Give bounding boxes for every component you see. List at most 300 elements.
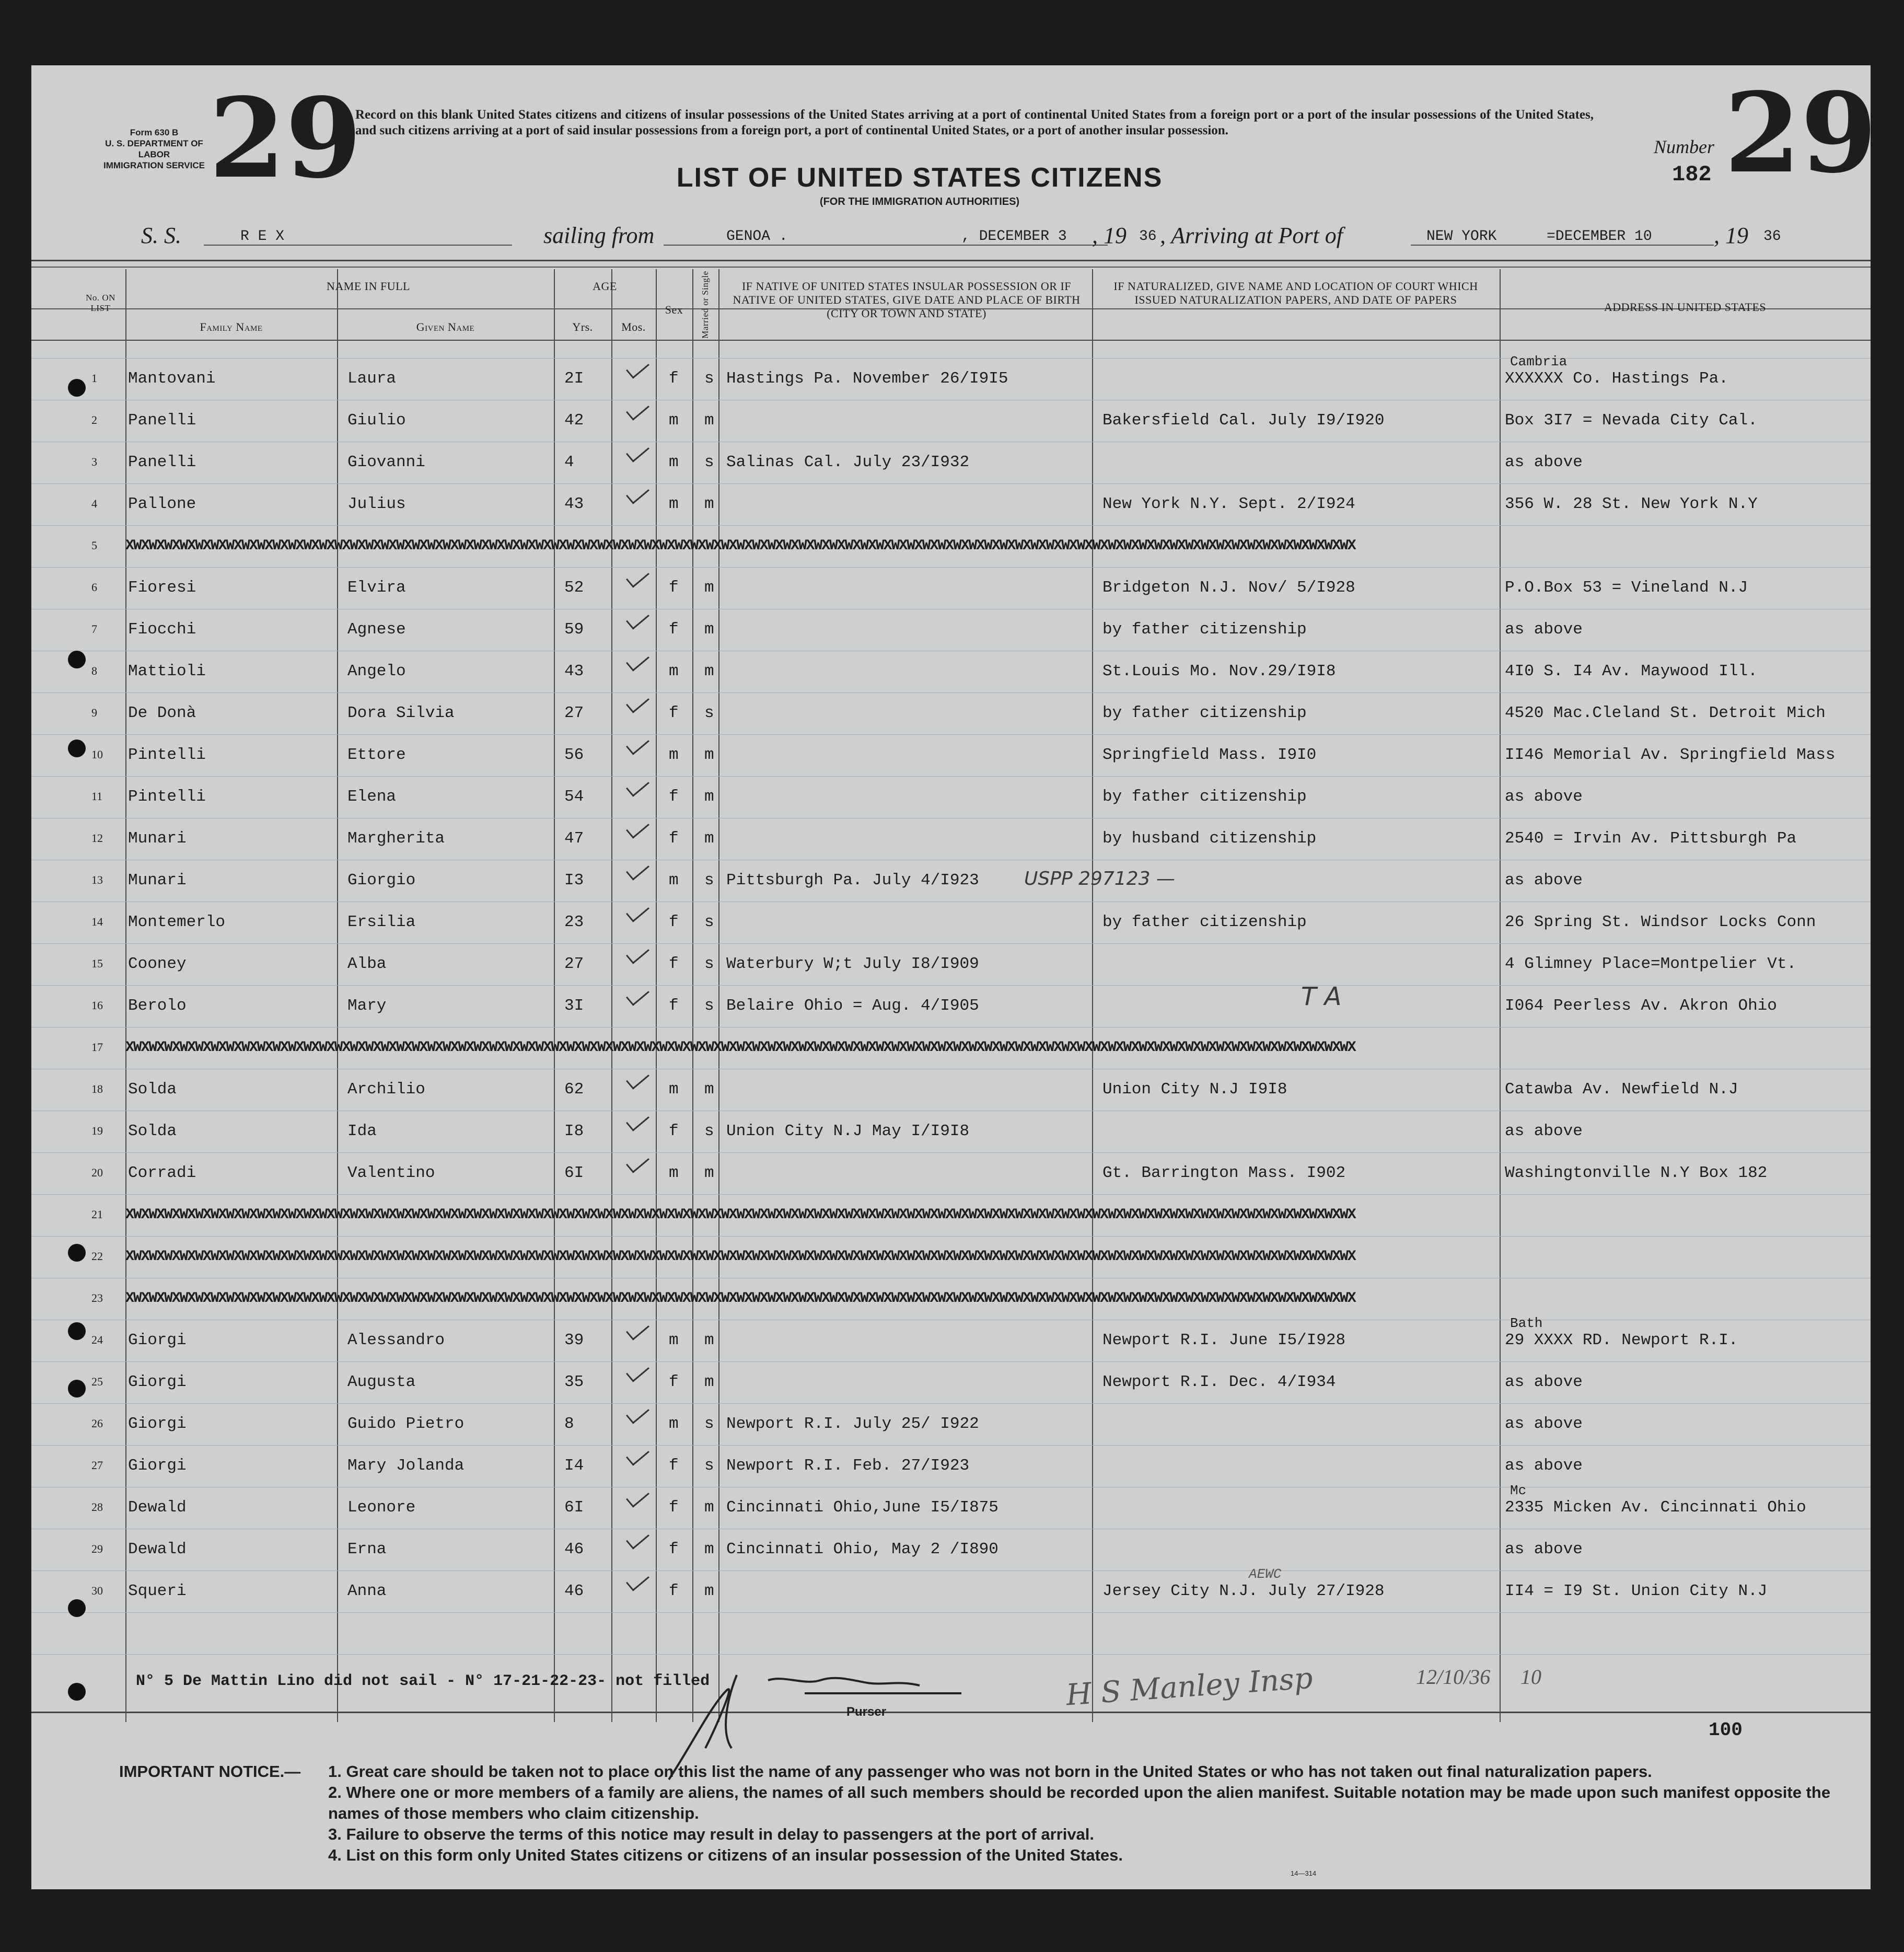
row-number: 25 xyxy=(91,1375,103,1388)
cell-address: 4520 Mac.Cleland St. Detroit Mich xyxy=(1505,704,1826,722)
cell-birth: Salinas Cal. July 23/I932 xyxy=(726,453,970,471)
row-number: 21 xyxy=(91,1208,103,1221)
cell-family: Solda xyxy=(128,1122,177,1140)
cell-age: 59 xyxy=(564,620,584,639)
table-row xyxy=(31,903,1871,944)
cell-given: Margherita xyxy=(347,829,445,848)
check-mark xyxy=(626,565,649,587)
cell-sex: f xyxy=(669,1373,679,1391)
cell-sex: f xyxy=(669,579,679,597)
cell-given: Julius xyxy=(347,495,406,513)
cell-naturalized: Bridgeton N.J. Nov/ 5/I928 xyxy=(1102,579,1355,597)
cell-given: Guido Pietro xyxy=(347,1415,465,1433)
cell-birth: Belaire Ohio = Aug. 4/I905 xyxy=(726,997,979,1015)
sail-year: 36 xyxy=(1139,228,1157,245)
cell-birth: Cincinnati Ohio, May 2 /I890 xyxy=(726,1540,999,1558)
cell-address: 26 Spring St. Windsor Locks Conn xyxy=(1505,913,1816,931)
cell-given: Agnese xyxy=(347,620,406,639)
table-row xyxy=(31,861,1871,903)
header-married-single: Married or Single xyxy=(700,271,710,339)
cell-sex: f xyxy=(669,620,679,639)
cell-age: 23 xyxy=(564,913,584,931)
cell-birth: Newport R.I. Feb. 27/I923 xyxy=(726,1457,970,1475)
cell-address: P.O.Box 53 = Vineland N.J xyxy=(1505,579,1748,597)
cell-ms: s xyxy=(704,704,714,722)
cell-age: 47 xyxy=(564,829,584,848)
notice-item-4: 4. List on this form only United States citizens or citizens of an insular possession of the United States. xyxy=(328,1846,1123,1864)
table-row xyxy=(31,652,1871,694)
cell-address: as above xyxy=(1505,620,1583,639)
cell-ms: m xyxy=(704,495,714,513)
header-mos: Mos. xyxy=(621,320,646,333)
cell-sex: m xyxy=(669,746,679,764)
cell-ms: s xyxy=(704,955,714,973)
row-number: 23 xyxy=(91,1291,103,1304)
cell-ms: m xyxy=(704,1582,714,1600)
struck-row-typed-x: XWXWXWXWXWXWXWXWXWXWXWXWXWXWXWXWXWXWXWXWXWXWXWXWXWXWXWXWXWXWXWXWXWXWXWXWXWXWXWXWXWXWXWXWXWXWXWXWXWXWXWXWXWXWXWXWXWXWXWXWXWXWXWXWXWXWXWXWXWXWXWXWXWXWXWXWXWXWXWX xyxy=(125,1249,1355,1265)
check-mark xyxy=(626,607,649,629)
cell-naturalized: Bakersfield Cal. July I9/I920 xyxy=(1102,411,1385,430)
row-number: 2 xyxy=(91,413,97,426)
cell-ms: s xyxy=(704,997,714,1015)
header-address: ADDRESS IN UNITED STATES xyxy=(1604,301,1767,314)
cell-address: as above xyxy=(1505,1415,1583,1433)
cell-address: II4 = I9 St. Union City N.J xyxy=(1505,1582,1768,1600)
cell-naturalized: Gt. Barrington Mass. I902 xyxy=(1102,1164,1346,1182)
cell-family: Corradi xyxy=(128,1164,196,1182)
cell-ms: m xyxy=(704,829,714,848)
table-row xyxy=(31,777,1871,819)
cell-naturalized: St.Louis Mo. Nov.29/I9I8 xyxy=(1102,662,1336,680)
address-note: Mc xyxy=(1510,1483,1527,1498)
handwritten-note: T A xyxy=(1301,982,1342,1011)
check-mark xyxy=(626,398,649,420)
check-mark xyxy=(626,1151,649,1173)
cell-family: Pintelli xyxy=(128,788,206,806)
row-number: 19 xyxy=(91,1124,103,1137)
header-no-on-list: No. ON LIST xyxy=(86,293,115,313)
cell-age: 56 xyxy=(564,746,584,764)
table-top-border-2 xyxy=(31,267,1871,268)
row-number: 14 xyxy=(91,915,103,928)
cell-address: as above xyxy=(1505,1373,1583,1391)
row-number: 3 xyxy=(91,455,97,468)
cell-address: I064 Peerless Av. Akron Ohio xyxy=(1505,997,1777,1015)
table-row xyxy=(31,610,1871,652)
cell-age: 2I xyxy=(564,369,584,388)
row-number: 9 xyxy=(91,706,97,719)
cell-naturalized: by father citizenship xyxy=(1102,913,1307,931)
header-family-name: Family Name xyxy=(200,320,263,333)
cell-naturalized: Newport R.I. June I5/I928 xyxy=(1102,1331,1346,1349)
cell-given: Giovanni xyxy=(347,453,425,471)
row-number: 7 xyxy=(91,622,97,636)
cell-naturalized: Springfield Mass. I9I0 xyxy=(1102,746,1317,764)
check-mark xyxy=(626,1318,649,1340)
row-number: 1 xyxy=(91,372,97,385)
from-port: GENOA . xyxy=(664,228,972,246)
row-number: 26 xyxy=(91,1417,103,1430)
table-row xyxy=(31,484,1871,526)
cell-family: Panelli xyxy=(128,453,196,471)
cell-given: Alessandro xyxy=(347,1331,445,1349)
stamp-number: 100 xyxy=(1709,1719,1743,1741)
cell-address: as above xyxy=(1505,1540,1583,1558)
cell-age: 43 xyxy=(564,662,584,680)
check-mark xyxy=(626,942,649,964)
number-label: Number xyxy=(1654,136,1714,157)
inspector-time: 10 xyxy=(1520,1665,1541,1689)
cell-naturalized: by father citizenship xyxy=(1102,788,1307,806)
cell-address: 2335 Micken Av. Cincinnati Ohio xyxy=(1505,1498,1806,1517)
cell-naturalized: Newport R.I. Dec. 4/I934 xyxy=(1102,1373,1336,1391)
row-number: 13 xyxy=(91,873,103,886)
cell-given: Giorgio xyxy=(347,871,416,890)
check-mark xyxy=(626,858,649,880)
arrive-year-prefix: , 19 xyxy=(1714,223,1748,248)
table-row xyxy=(31,694,1871,735)
cell-sex: f xyxy=(669,1122,679,1140)
cell-birth: Waterbury W;t July I8/I909 xyxy=(726,955,979,973)
punch-hole xyxy=(68,651,86,668)
table-row xyxy=(31,443,1871,484)
sailing-label: sailing from xyxy=(543,223,655,248)
sail-date: , DECEMBER 3 xyxy=(951,228,1108,246)
table-top-border xyxy=(31,260,1871,261)
notice-item-3: 3. Failure to observe the terms of this notice may result in delay to passengers at the port of arrival. xyxy=(328,1825,1095,1843)
table-row xyxy=(31,526,1871,568)
cell-family: Giorgi xyxy=(128,1415,187,1433)
cell-sex: f xyxy=(669,1498,679,1517)
cell-family: Pintelli xyxy=(128,746,206,764)
name-subheader-line xyxy=(128,308,656,309)
cell-given: Leonore xyxy=(347,1498,416,1517)
punch-hole xyxy=(68,379,86,397)
cell-family: Dewald xyxy=(128,1540,187,1558)
cell-address: Catawba Av. Newfield N.J xyxy=(1505,1080,1738,1099)
table-row xyxy=(31,1446,1871,1488)
purser-label: Purser xyxy=(846,1705,887,1719)
handwritten-note: USPP 297123 — xyxy=(1024,868,1175,890)
arriving-label: , Arriving at Port of xyxy=(1160,223,1343,248)
cell-family: Squeri xyxy=(128,1582,187,1600)
cell-sex: f xyxy=(669,1540,679,1558)
check-mark xyxy=(626,775,649,796)
check-mark xyxy=(626,733,649,755)
table-row xyxy=(31,982,1871,1028)
cell-address: as above xyxy=(1505,788,1583,806)
cell-naturalized: Jersey City N.J. July 27/I928 xyxy=(1102,1582,1385,1600)
cell-naturalized: Union City N.J I9I8 xyxy=(1102,1080,1287,1099)
check-mark xyxy=(626,816,649,838)
cell-ms: m xyxy=(704,1164,714,1182)
cell-ms: s xyxy=(704,1457,714,1475)
cell-address: XXXXXX Co. Hastings Pa. xyxy=(1505,369,1728,388)
table-row xyxy=(31,354,1871,401)
cell-given: Elvira xyxy=(347,579,406,597)
cell-age: 35 xyxy=(564,1373,584,1391)
number-value: 29 xyxy=(1724,68,1877,198)
table-row xyxy=(31,1362,1871,1404)
table-row xyxy=(31,819,1871,861)
cell-ms: m xyxy=(704,1540,714,1558)
table-row xyxy=(31,1279,1871,1321)
row-rule xyxy=(31,358,1871,359)
table-row xyxy=(31,1028,1871,1070)
cell-age: 3I xyxy=(564,997,584,1015)
cell-ms: m xyxy=(704,620,714,639)
cell-family: Giorgi xyxy=(128,1373,187,1391)
cell-address: as above xyxy=(1505,453,1583,471)
cell-given: Mary Jolanda xyxy=(347,1457,465,1475)
inspector-signature: H S Manley Insp xyxy=(1065,1661,1314,1713)
cell-age: I8 xyxy=(564,1122,584,1140)
struck-row-typed-x: XWXWXWXWXWXWXWXWXWXWXWXWXWXWXWXWXWXWXWXWXWXWXWXWXWXWXWXWXWXWXWXWXWXWXWXWXWXWXWXWXWXWXWXWXWXWXWXWXWXWXWXWXWXWXWXWXWXWXWXWXWXWXWXWXWXWXWXWXWXWXWXWXWXWXWXWXWXWXWX xyxy=(125,1207,1355,1223)
cell-age: 39 xyxy=(564,1331,584,1349)
row-number: 27 xyxy=(91,1459,103,1472)
cell-birth: Union City N.J May I/I9I8 xyxy=(726,1122,970,1140)
ss-label: S. S. xyxy=(141,223,181,248)
notice-item-2: 2. Where one or more members of a family are aliens, the names of all such members should be recorded upon the alien manifest. Suitable notation may be made upon such manifest opposite the names of those members who claim citizenship. xyxy=(328,1783,1831,1822)
cell-family: Fioresi xyxy=(128,579,196,597)
cell-address: II46 Memorial Av. Springfield Mass xyxy=(1505,746,1836,764)
header-sex: Sex xyxy=(665,303,683,316)
arrive-date: =DECEMBER 10 xyxy=(1547,228,1652,245)
page-title: LIST OF UNITED STATES CITIZENS xyxy=(676,163,1163,193)
cell-address: Washingtonville N.Y Box 182 xyxy=(1505,1164,1768,1182)
cell-sex: f xyxy=(669,704,679,722)
cell-given: Laura xyxy=(347,369,397,388)
check-mark xyxy=(626,1402,649,1424)
cell-sex: m xyxy=(669,411,679,430)
row-number: 6 xyxy=(91,581,97,594)
header-name-in-full: NAME IN FULL xyxy=(327,280,410,293)
cell-ms: m xyxy=(704,579,714,597)
cell-sex: f xyxy=(669,913,679,931)
cell-age: 27 xyxy=(564,704,584,722)
cell-sex: f xyxy=(669,997,679,1015)
cell-sex: m xyxy=(669,495,679,513)
cell-family: Giorgi xyxy=(128,1331,187,1349)
address-note: Cambria xyxy=(1510,354,1568,369)
cell-age: 62 xyxy=(564,1080,584,1099)
struck-row-typed-x: XWXWXWXWXWXWXWXWXWXWXWXWXWXWXWXWXWXWXWXWXWXWXWXWXWXWXWXWXWXWXWXWXWXWXWXWXWXWXWXWXWXWXWXWXWXWXWXWXWXWXWXWXWXWXWXWXWXWXWXWXWXWXWXWXWXWXWXWXWXWXWXWXWXWXWXWXWXWXWX xyxy=(125,1039,1355,1056)
cell-sex: m xyxy=(669,871,679,890)
cell-sex: f xyxy=(669,955,679,973)
table-row xyxy=(31,735,1871,777)
cell-ms: s xyxy=(704,913,714,931)
cell-ms: m xyxy=(704,1498,714,1517)
cell-given: Angelo xyxy=(347,662,406,680)
cell-age: 6I xyxy=(564,1498,584,1517)
footer-note: N° 5 De Mattin Lino did not sail - N° 17-21-22-23- not filled xyxy=(136,1672,710,1690)
cell-ms: m xyxy=(704,746,714,764)
header-yrs: Yrs. xyxy=(572,320,593,333)
cell-age: 54 xyxy=(564,788,584,806)
check-mark xyxy=(626,984,649,1006)
cell-family: De Donà xyxy=(128,704,196,722)
cell-ms: m xyxy=(704,411,714,430)
punch-hole xyxy=(68,1599,86,1617)
cell-ms: m xyxy=(704,1080,714,1099)
cell-sex: f xyxy=(669,788,679,806)
cell-address: as above xyxy=(1505,871,1583,890)
cell-sex: m xyxy=(669,1331,679,1349)
ship-name: R E X xyxy=(204,228,512,246)
cell-birth: Newport R.I. July 25/ I922 xyxy=(726,1415,979,1433)
cell-age: 4 xyxy=(564,453,574,471)
cell-naturalized: New York N.Y. Sept. 2/I924 xyxy=(1102,495,1355,513)
table-row xyxy=(31,401,1871,443)
cell-family: Montemerlo xyxy=(128,913,226,931)
row-number: 10 xyxy=(91,748,103,761)
cell-address: Box 3I7 = Nevada City Cal. xyxy=(1505,411,1758,430)
form-instructions: Record on this blank United States citizens and citizens of insular possessions of the United States arriving at a port of continental United States from a foreign port or a port of the insular possessions of the United States, and such citizens arriving at a port of said insular possessions from a foreign port, a port of continental United States, or a port of another insular possession. xyxy=(355,108,1594,137)
check-mark xyxy=(626,1067,649,1089)
naturalized-note: AEWC xyxy=(1249,1566,1282,1582)
cell-given: Ettore xyxy=(347,746,406,764)
cell-ms: m xyxy=(704,1373,714,1391)
cell-address: as above xyxy=(1505,1457,1583,1475)
check-mark xyxy=(626,1443,649,1465)
struck-row-typed-x: XWXWXWXWXWXWXWXWXWXWXWXWXWXWXWXWXWXWXWXWXWXWXWXWXWXWXWXWXWXWXWXWXWXWXWXWXWXWXWXWXWXWXWXWXWXWXWXWXWXWXWXWXWXWXWXWXWXWXWXWXWXWXWXWXWXWXWXWXWXWXWXWXWXWXWXWXWXWXWX xyxy=(125,1290,1355,1307)
sail-year-prefix: , 19 xyxy=(1092,223,1127,248)
table-row xyxy=(31,1112,1871,1153)
table-row xyxy=(31,1566,1871,1613)
cell-ms: s xyxy=(704,1122,714,1140)
struck-row-typed-x: XWXWXWXWXWXWXWXWXWXWXWXWXWXWXWXWXWXWXWXWXWXWXWXWXWXWXWXWXWXWXWXWXWXWXWXWXWXWXWXWXWXWXWXWXWXWXWXWXWXWXWXWXWXWXWXWXWXWXWXWXWXWXWXWXWXWXWXWXWXWXWXWXWXWXWXWXWXWXWX xyxy=(125,538,1355,554)
cell-age: 42 xyxy=(564,411,584,430)
cell-family: Panelli xyxy=(128,411,196,430)
cell-given: Archilio xyxy=(347,1080,425,1099)
cell-given: Ida xyxy=(347,1122,377,1140)
check-mark xyxy=(626,1527,649,1549)
cell-ms: s xyxy=(704,871,714,890)
form-service: IMMIGRATION SERVICE xyxy=(103,160,205,170)
cell-ms: m xyxy=(704,662,714,680)
check-mark xyxy=(626,900,649,922)
cell-ms: m xyxy=(704,1331,714,1349)
form-dept: U. S. DEPARTMENT OF LABOR xyxy=(105,138,203,159)
cell-age: 46 xyxy=(564,1582,584,1600)
cell-age: 27 xyxy=(564,955,584,973)
form-big-number: 29 xyxy=(209,74,362,203)
header-naturalized: IF NATURALIZED, GIVE NAME AND LOCATION OF COURT WHICH ISSUED NATURALIZATION PAPERS, AND DATE OF PAPERS xyxy=(1113,280,1478,306)
cell-birth: Cincinnati Ohio,June I5/I875 xyxy=(726,1498,999,1517)
to-port: NEW YORK xyxy=(1411,228,1714,246)
table-row xyxy=(31,944,1871,986)
check-mark xyxy=(626,356,649,378)
check-mark xyxy=(626,1109,649,1131)
cell-age: 46 xyxy=(564,1540,584,1558)
header-native: IF NATIVE OF UNITED STATES INSULAR POSSESSION OR IF NATIVE OF UNITED STATES, GIVE DATE AND PLACE OF BIRTH (CITY OR TOWN AND STATE) xyxy=(733,280,1081,320)
cell-ms: s xyxy=(704,369,714,388)
punch-hole xyxy=(68,1683,86,1701)
row-number: 24 xyxy=(91,1333,103,1346)
cell-naturalized: by father citizenship xyxy=(1102,704,1307,722)
cell-family: Cooney xyxy=(128,955,187,973)
cell-age: I4 xyxy=(564,1457,584,1475)
cell-family: Mantovani xyxy=(128,369,216,388)
cell-sex: m xyxy=(669,453,679,471)
notice-items xyxy=(328,1761,1833,1866)
cell-sex: f xyxy=(669,1582,679,1600)
cell-sex: f xyxy=(669,369,679,388)
check-mark xyxy=(626,440,649,462)
table-row xyxy=(31,1237,1871,1279)
check-mark xyxy=(626,1360,649,1382)
cell-age: 6I xyxy=(564,1164,584,1182)
cell-sex: m xyxy=(669,1080,679,1099)
cell-family: Giorgi xyxy=(128,1457,187,1475)
cell-birth: Pittsburgh Pa. July 4/I923 xyxy=(726,871,979,890)
table-row xyxy=(31,1315,1871,1362)
cell-address: 356 W. 28 St. New York N.Y xyxy=(1505,495,1758,513)
cell-family: Pallone xyxy=(128,495,196,513)
cell-sex: f xyxy=(669,1457,679,1475)
cell-given: Ersilia xyxy=(347,913,416,931)
row-number: 18 xyxy=(91,1082,103,1095)
form-id-block xyxy=(94,127,214,171)
cell-age: 43 xyxy=(564,495,584,513)
cell-age: 52 xyxy=(564,579,584,597)
cell-address: 2540 = Irvin Av. Pittsburgh Pa xyxy=(1505,829,1797,848)
cell-family: Solda xyxy=(128,1080,177,1099)
cell-family: Munari xyxy=(128,871,187,890)
table-row xyxy=(31,1070,1871,1112)
punch-hole xyxy=(68,1380,86,1397)
cell-given: Erna xyxy=(347,1540,387,1558)
cell-sex: m xyxy=(669,1415,679,1433)
cell-address: 4I0 S. I4 Av. Maywood Ill. xyxy=(1505,662,1758,680)
header-given-name: Given Name xyxy=(416,320,475,333)
punch-hole xyxy=(68,1322,86,1340)
cell-sex: f xyxy=(669,829,679,848)
table-row xyxy=(31,1530,1871,1572)
cell-ms: s xyxy=(704,453,714,471)
cell-family: Mattioli xyxy=(128,662,206,680)
cell-given: Augusta xyxy=(347,1373,416,1391)
row-number: 22 xyxy=(91,1250,103,1263)
address-note: Bath xyxy=(1510,1315,1543,1331)
row-number: 17 xyxy=(91,1041,103,1054)
cell-family: Fiocchi xyxy=(128,620,196,639)
form-id: Form 630 B xyxy=(130,128,179,137)
cell-given: Mary xyxy=(347,997,387,1015)
cell-given: Valentino xyxy=(347,1164,435,1182)
check-mark xyxy=(626,482,649,504)
table-row xyxy=(31,1404,1871,1446)
row-number: 16 xyxy=(91,999,103,1012)
cell-address: 29 XXXX RD. Newport R.I. xyxy=(1505,1331,1738,1349)
cell-sex: m xyxy=(669,662,679,680)
row-number: 8 xyxy=(91,664,97,677)
table-row xyxy=(31,1195,1871,1237)
cell-family: Dewald xyxy=(128,1498,187,1517)
cell-address: as above xyxy=(1505,1122,1583,1140)
row-number: 4 xyxy=(91,497,97,510)
check-mark xyxy=(626,649,649,671)
row-number: 20 xyxy=(91,1166,103,1179)
number-written: 182 xyxy=(1672,162,1712,187)
cell-family: Munari xyxy=(128,829,187,848)
punch-hole xyxy=(68,1244,86,1262)
cell-ms: m xyxy=(704,788,714,806)
table-row xyxy=(31,1153,1871,1195)
cell-given: Alba xyxy=(347,955,387,973)
cell-given: Dora Silvia xyxy=(347,704,455,722)
check-mark xyxy=(626,691,649,713)
